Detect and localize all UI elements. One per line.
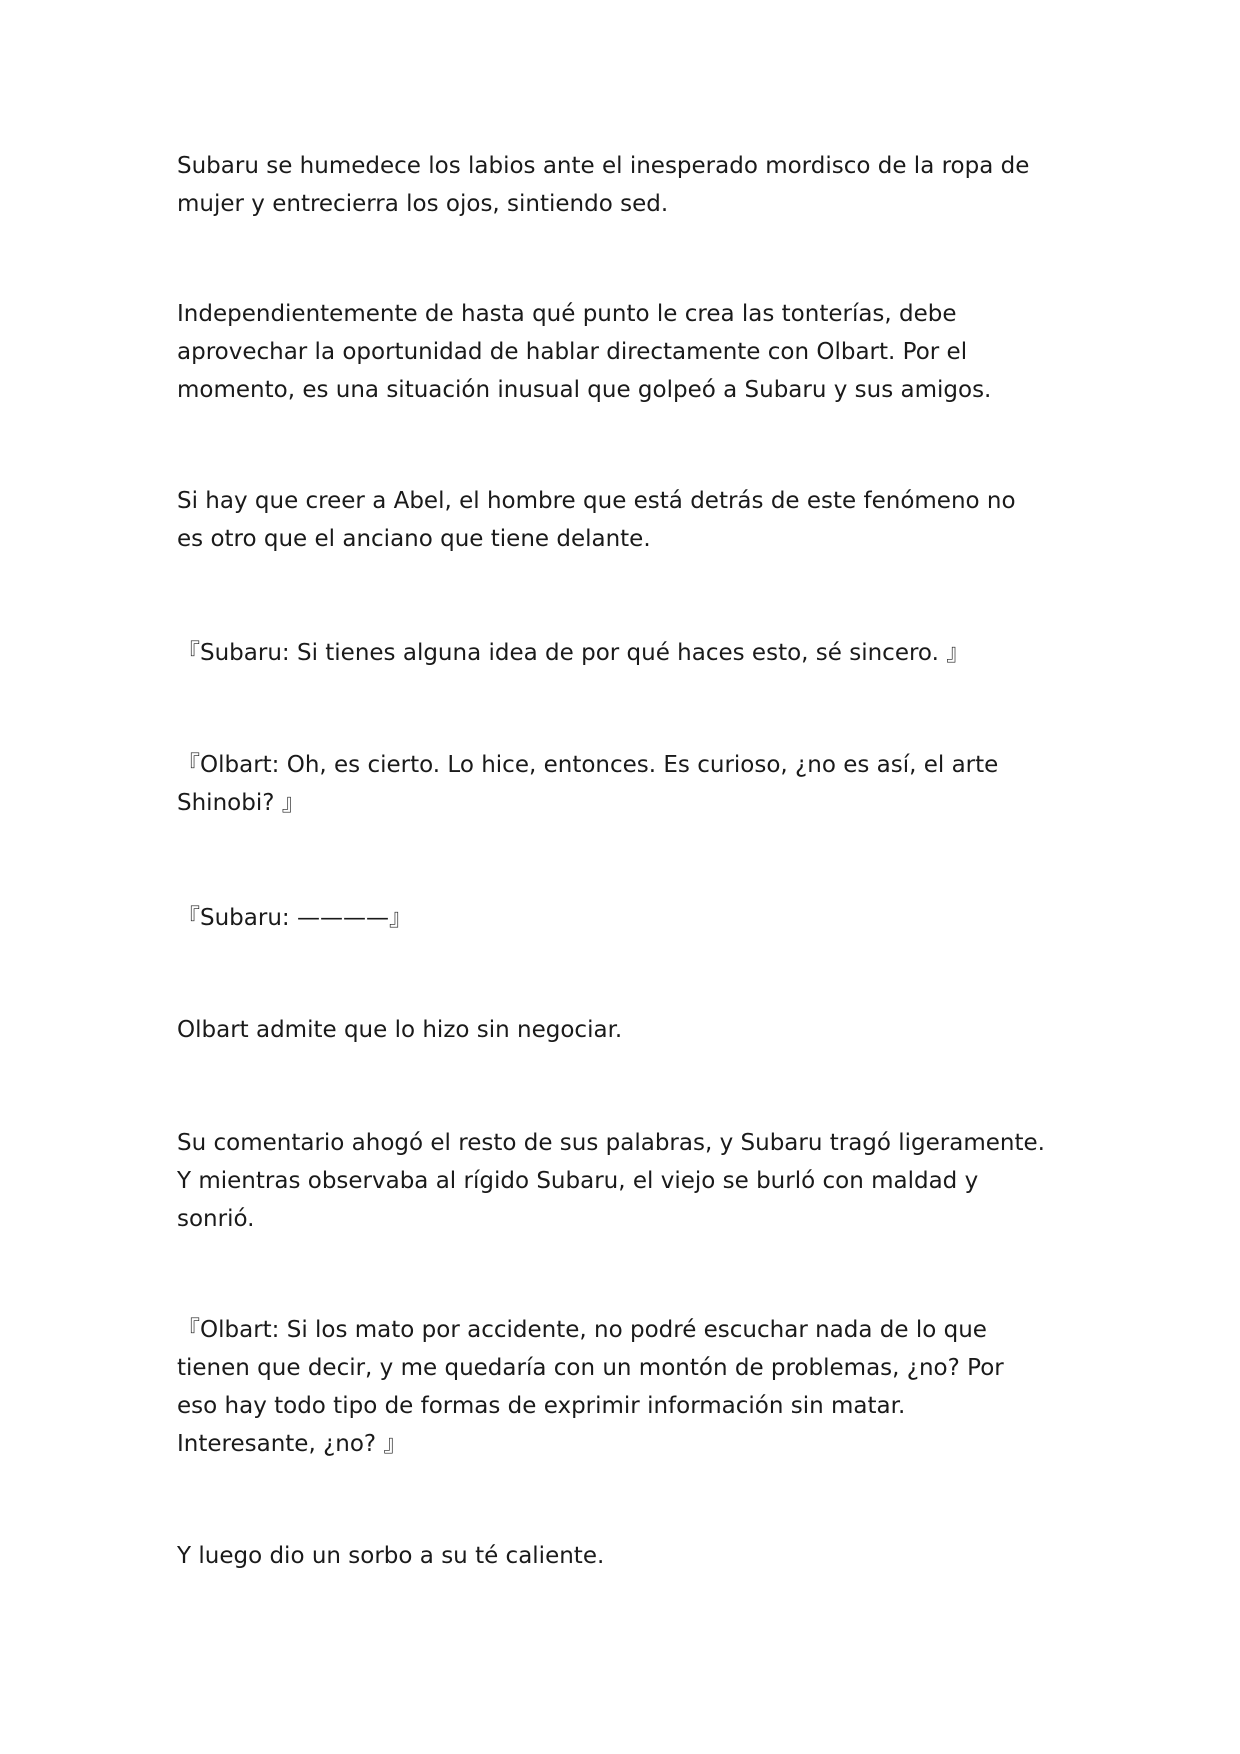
text-line: momento, es una situación inusual que golpeó a Subaru y sus amigos.	[177, 377, 992, 403]
paragraph-narration-3	[177, 482, 1077, 558]
text-line: Olbart admite que lo hizo sin negociar.	[177, 1017, 623, 1043]
text-line: aprovechar la oportunidad de hablar directamente con Olbart. Por el	[177, 339, 968, 365]
text-line: Si hay que creer a Abel, el hombre que está detrás de este fenómeno no	[177, 488, 1016, 514]
dialogue-olbart-1	[177, 746, 1077, 822]
dialogue-subaru-1	[177, 634, 1077, 672]
paragraph-narration-6	[177, 1537, 1077, 1575]
text-line: tienen que decir, y me quedaría con un montón de problemas, ¿no? Por	[177, 1355, 1004, 1381]
text-line: Y luego dio un sorbo a su té caliente.	[177, 1543, 605, 1569]
paragraph-narration-5	[177, 1124, 1077, 1238]
text-line: Y mientras observaba al rígido Subaru, el viejo se burló con maldad y	[177, 1168, 979, 1194]
text-line: 『Olbart: Si los mato por accidente, no podré escuchar nada de lo que	[177, 1317, 987, 1343]
dialogue-subaru-2	[177, 899, 1077, 937]
text-line: Independientemente de hasta qué punto le crea las tonterías, debe	[177, 301, 957, 327]
text-line: mujer y entrecierra los ojos, sintiendo sed.	[177, 191, 669, 217]
text-line: Subaru se humedece los labios ante el inesperado mordisco de la ropa de	[177, 153, 1030, 179]
text-line: sonrió.	[177, 1206, 255, 1232]
text-line: 『Subaru: ————』	[177, 905, 412, 931]
paragraph-narration-2	[177, 295, 1077, 409]
dialogue-olbart-2	[177, 1311, 1077, 1463]
text-line: 『Olbart: Oh, es cierto. Lo hice, entonces. Es curioso, ¿no es así, el arte	[177, 752, 999, 778]
text-line: Su comentario ahogó el resto de sus palabras, y Subaru tragó ligeramente.	[177, 1130, 1045, 1156]
text-line: eso hay todo tipo de formas de exprimir información sin matar.	[177, 1393, 906, 1419]
paragraph-narration-4	[177, 1011, 1077, 1049]
text-line: Interesante, ¿no? 』	[177, 1431, 407, 1457]
text-line: 『Subaru: Si tienes alguna idea de por qué haces esto, sé sincero. 』	[177, 640, 970, 666]
text-line: Shinobi? 』	[177, 790, 305, 816]
paragraph-narration-1	[177, 147, 1077, 223]
text-line: es otro que el anciano que tiene delante.	[177, 526, 651, 552]
